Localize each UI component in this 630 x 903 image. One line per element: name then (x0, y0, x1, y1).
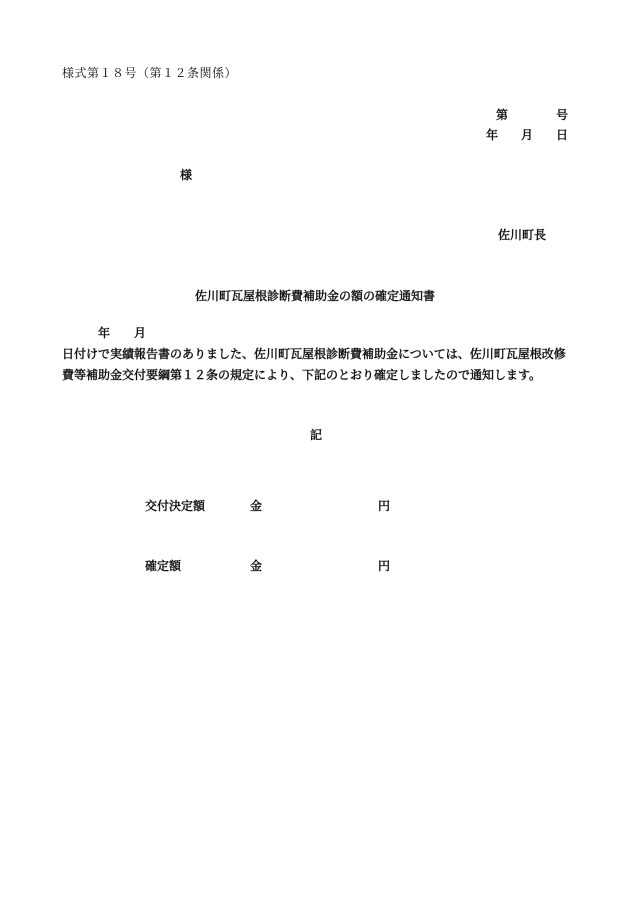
body-paragraph (62, 323, 572, 386)
grant-decision-kin: 金 (250, 499, 263, 513)
date-day: 日 (556, 128, 569, 142)
doc-number-suffix: 号 (556, 108, 569, 122)
document-title: 佐川町瓦屋根診断費補助金の額の確定通知書 (194, 289, 435, 303)
addressee-honorific: 様 (180, 168, 193, 182)
date-month: 月 (521, 128, 534, 142)
doc-number-prefix: 第 (496, 108, 509, 122)
ki-heading: 記 (310, 428, 323, 442)
grant-decision-yen: 円 (378, 499, 391, 513)
body-line2: 佐川町瓦屋根改修費等補助金交付要綱第１２条の規定により、下記のとおり確定しましたので通知します。 (62, 347, 566, 382)
confirmed-amount-label: 確定額 (145, 559, 182, 573)
date-year: 年 (486, 128, 499, 142)
body-month: 月 (134, 326, 147, 340)
issuer-name: 佐川町長 (498, 228, 547, 242)
confirmed-amount-kin: 金 (250, 559, 263, 573)
grant-decision-label: 交付決定額 (145, 499, 206, 513)
confirmed-amount-yen: 円 (378, 559, 391, 573)
body-year: 年 (98, 326, 111, 340)
form-number: 様式第１８号（第１２条関係） (62, 66, 238, 80)
body-line1-rest: 日付けで実績報告書のありました、佐川町瓦屋根診断費補助金については、 (62, 347, 470, 361)
